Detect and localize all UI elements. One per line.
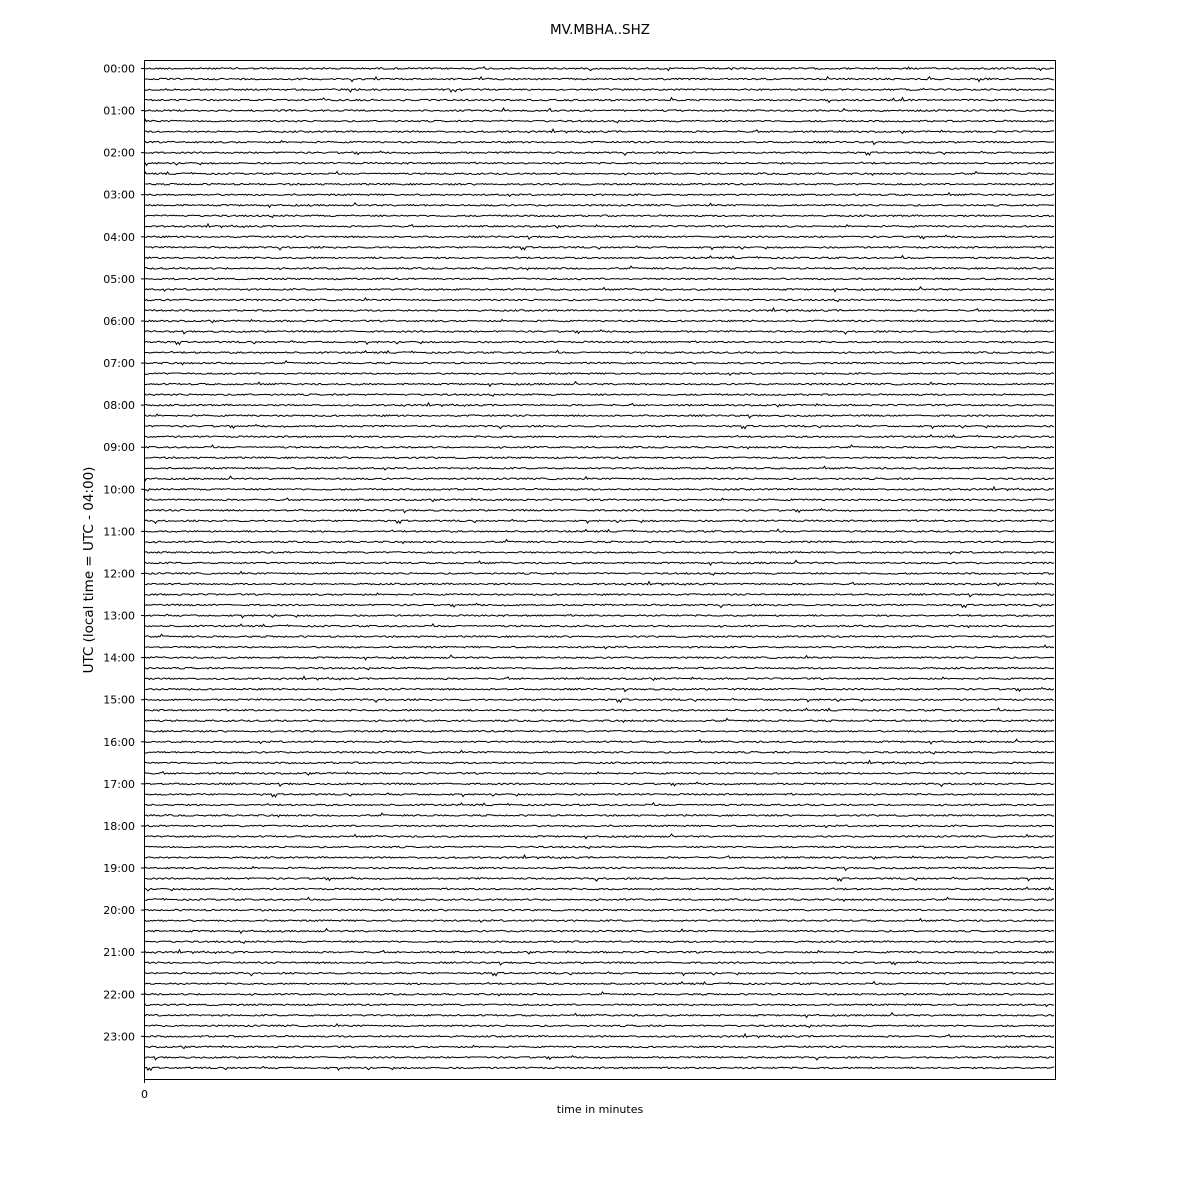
trace-row-9 <box>145 162 1054 165</box>
trace-row-58 <box>145 676 1054 680</box>
trace-row-13 <box>145 203 1054 208</box>
trace-row-15 <box>145 224 1054 228</box>
y-tick-label: 03:00 <box>103 188 135 202</box>
trace-row-17 <box>145 246 1054 250</box>
trace-row-82 <box>145 929 1054 934</box>
trace-row-61 <box>145 708 1054 711</box>
trace-row-65 <box>145 750 1054 754</box>
y-tick-label: 01:00 <box>103 104 135 118</box>
trace-row-4 <box>145 108 1054 111</box>
trace-row-48 <box>145 572 1054 576</box>
trace-row-23 <box>145 308 1054 312</box>
trace-row-21 <box>145 287 1054 292</box>
y-tick-label: 06:00 <box>103 314 135 328</box>
trace-row-32 <box>145 403 1054 407</box>
trace-row-26 <box>145 341 1054 345</box>
chart-title: MV.MBHA..SHZ <box>549 22 651 38</box>
trace-row-67 <box>145 772 1054 775</box>
trace-row-5 <box>145 119 1054 123</box>
trace-row-35 <box>145 435 1054 438</box>
trace-row-85 <box>145 961 1054 965</box>
trace-row-37 <box>145 457 1054 459</box>
trace-row-10 <box>145 171 1054 175</box>
trace-row-51 <box>145 603 1054 607</box>
trace-row-14 <box>145 215 1054 217</box>
x-tick-label: 0 <box>141 1088 148 1101</box>
trace-row-18 <box>145 256 1054 259</box>
trace-row-55 <box>145 645 1054 649</box>
trace-row-72 <box>145 825 1054 827</box>
trace-row-70 <box>145 803 1054 806</box>
trace-row-84 <box>145 950 1054 954</box>
trace-row-71 <box>145 813 1054 817</box>
y-tick-label: 11:00 <box>103 525 135 539</box>
trace-row-44 <box>145 529 1054 532</box>
trace-row-43 <box>145 520 1054 524</box>
trace-row-54 <box>145 634 1054 637</box>
trace-row-80 <box>145 909 1054 911</box>
y-tick-label: 00:00 <box>103 62 135 76</box>
y-tick-label: 09:00 <box>103 441 135 455</box>
trace-row-2 <box>145 88 1054 92</box>
trace-row-22 <box>145 298 1054 302</box>
trace-row-3 <box>145 98 1054 103</box>
x-axis-ticks <box>141 1079 148 1101</box>
y-tick-label: 23:00 <box>103 1030 135 1044</box>
trace-row-86 <box>145 972 1054 976</box>
trace-row-31 <box>145 394 1054 396</box>
y-tick-label: 05:00 <box>103 272 135 286</box>
trace-row-87 <box>145 982 1054 985</box>
seismic-traces <box>145 67 1054 1071</box>
trace-row-7 <box>145 141 1054 145</box>
trace-row-56 <box>145 655 1054 660</box>
trace-row-11 <box>145 183 1054 185</box>
trace-row-28 <box>145 361 1054 365</box>
y-axis-label: UTC (local time = UTC - 04:00) <box>81 466 97 674</box>
trace-row-76 <box>145 867 1054 871</box>
trace-row-41 <box>145 498 1054 501</box>
y-tick-label: 20:00 <box>103 904 135 918</box>
y-tick-label: 13:00 <box>103 609 135 623</box>
trace-row-30 <box>145 382 1054 387</box>
trace-row-52 <box>145 614 1054 618</box>
trace-row-60 <box>145 698 1054 702</box>
trace-row-16 <box>145 235 1054 239</box>
trace-row-47 <box>145 560 1054 565</box>
trace-row-66 <box>145 760 1054 764</box>
trace-row-90 <box>145 1013 1054 1018</box>
trace-row-46 <box>145 552 1054 554</box>
y-tick-label: 16:00 <box>103 735 135 749</box>
trace-row-20 <box>145 278 1054 280</box>
trace-row-6 <box>145 129 1054 133</box>
trace-row-62 <box>145 718 1054 722</box>
trace-row-63 <box>145 730 1054 732</box>
trace-row-34 <box>145 425 1054 429</box>
trace-row-74 <box>145 846 1054 848</box>
trace-row-42 <box>145 509 1054 513</box>
plot-frame <box>145 61 1056 1080</box>
trace-row-69 <box>145 793 1054 797</box>
trace-row-89 <box>145 1004 1054 1006</box>
trace-row-93 <box>145 1045 1054 1048</box>
x-axis-label: time in minutes <box>556 1103 644 1116</box>
trace-row-50 <box>145 593 1054 597</box>
trace-row-19 <box>145 266 1054 270</box>
trace-row-57 <box>145 667 1054 669</box>
trace-row-1 <box>145 77 1054 82</box>
y-tick-label: 19:00 <box>103 862 135 876</box>
trace-row-81 <box>145 919 1054 923</box>
trace-row-25 <box>145 330 1054 334</box>
trace-row-64 <box>145 739 1054 744</box>
trace-row-59 <box>145 688 1054 692</box>
trace-row-12 <box>145 193 1054 197</box>
y-tick-label: 07:00 <box>103 357 135 371</box>
trace-row-79 <box>145 897 1054 901</box>
trace-row-68 <box>145 782 1054 786</box>
trace-row-94 <box>145 1056 1054 1060</box>
trace-row-49 <box>145 582 1054 586</box>
trace-row-77 <box>145 877 1054 881</box>
y-tick-label: 10:00 <box>103 483 135 497</box>
trace-row-8 <box>145 151 1054 155</box>
y-tick-label: 12:00 <box>103 567 135 581</box>
trace-row-53 <box>145 624 1054 628</box>
y-tick-label: 08:00 <box>103 399 135 413</box>
trace-row-36 <box>145 445 1054 449</box>
trace-row-45 <box>145 540 1054 544</box>
trace-row-95 <box>145 1067 1054 1071</box>
trace-row-38 <box>145 466 1054 470</box>
trace-row-75 <box>145 855 1054 859</box>
trace-row-88 <box>145 992 1054 996</box>
trace-row-39 <box>145 476 1054 481</box>
trace-row-29 <box>145 373 1054 375</box>
trace-row-92 <box>145 1034 1054 1038</box>
trace-row-24 <box>145 319 1054 322</box>
y-tick-label: 14:00 <box>103 651 135 665</box>
trace-row-73 <box>145 834 1054 839</box>
y-tick-label: 17:00 <box>103 777 135 791</box>
y-tick-label: 22:00 <box>103 988 135 1002</box>
trace-row-91 <box>145 1024 1054 1028</box>
trace-row-33 <box>145 414 1054 418</box>
trace-row-27 <box>145 350 1054 353</box>
y-tick-label: 15:00 <box>103 693 135 707</box>
y-axis-ticks <box>103 63 145 1044</box>
y-tick-label: 04:00 <box>103 230 135 244</box>
y-tick-label: 21:00 <box>103 946 135 960</box>
trace-row-83 <box>145 941 1054 943</box>
trace-row-78 <box>145 887 1054 891</box>
y-tick-label: 02:00 <box>103 146 135 160</box>
trace-row-0 <box>145 67 1054 71</box>
trace-row-40 <box>145 487 1054 491</box>
y-tick-label: 18:00 <box>103 819 135 833</box>
